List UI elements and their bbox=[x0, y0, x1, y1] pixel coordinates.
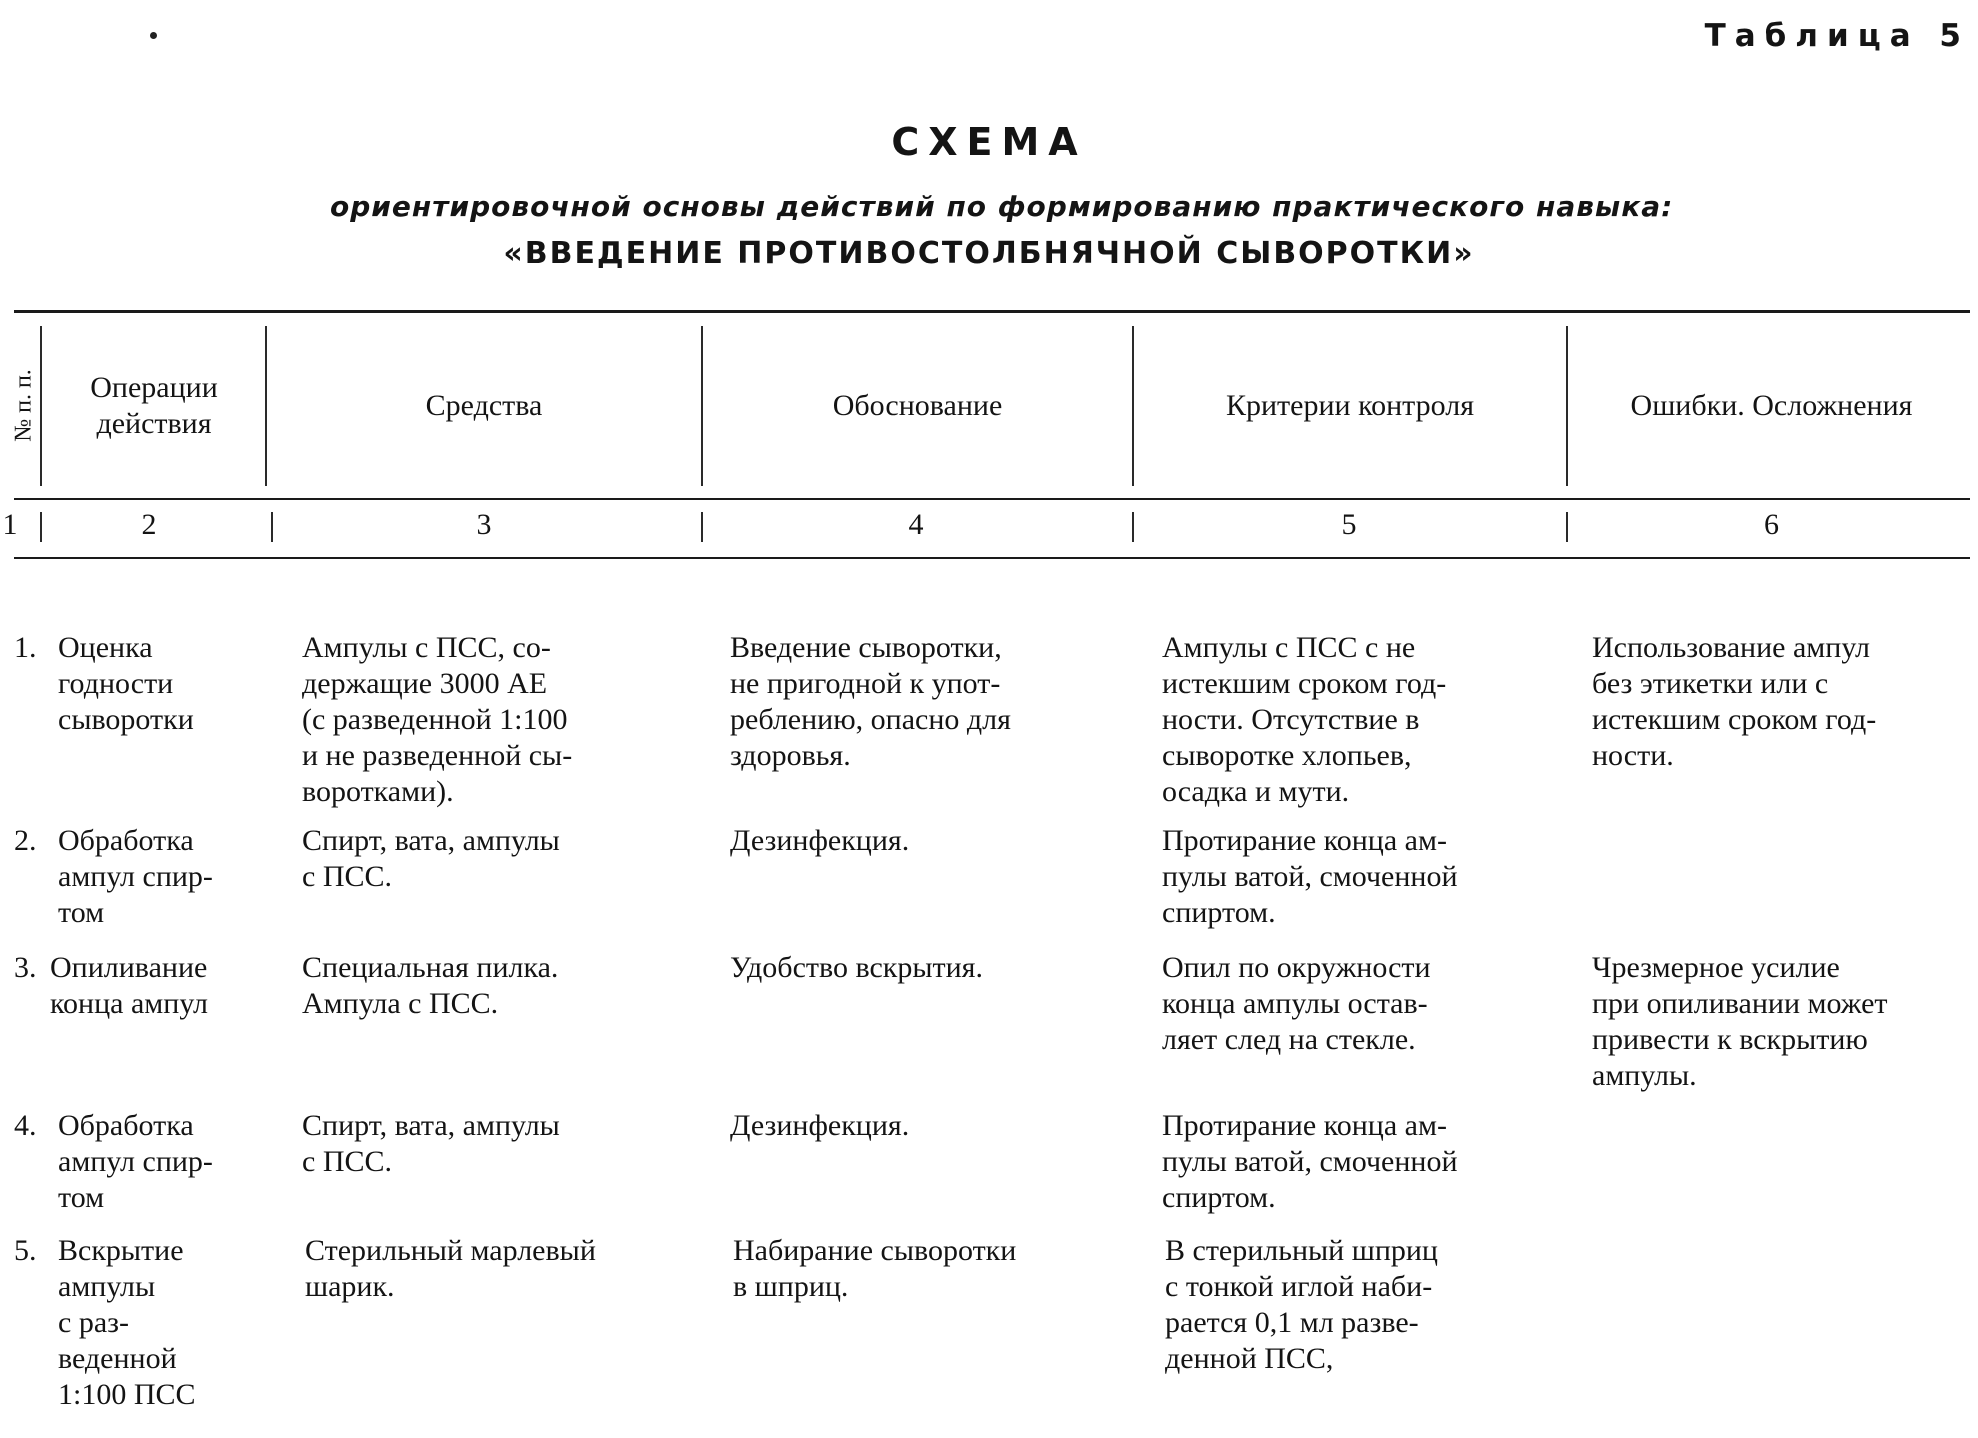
column-divider bbox=[40, 512, 42, 542]
cell-operation: Опиливание конца ампул bbox=[50, 951, 208, 1020]
cell-errors: Использование ампул без этикетки или с истекшим сроком год- ности. bbox=[1592, 631, 1877, 772]
cell-means: Специальная пилка. Ампула с ПСС. bbox=[302, 951, 559, 1020]
column-divider bbox=[1132, 512, 1134, 542]
row-number: 5. bbox=[14, 1234, 37, 1267]
cell-criteria: В стерильный шприц с тонкой иглой наби- рается 0,1 мл разве- денной ПСС, bbox=[1165, 1234, 1438, 1375]
cell-criteria: Протирание конца ам- пулы ватой, смоченной спиртом. bbox=[1162, 824, 1458, 929]
column-divider bbox=[701, 512, 703, 542]
column-header-operations: Операции действия bbox=[90, 371, 218, 440]
page-title: СХЕМА bbox=[891, 120, 1087, 164]
column-divider bbox=[701, 326, 703, 486]
cell-operation: Обработка ампул спир- том bbox=[58, 824, 213, 929]
column-number: 5 bbox=[1341, 508, 1357, 541]
cell-rationale: Набирание сыворотки в шприц. bbox=[733, 1234, 1017, 1303]
cell-means: Спирт, вата, ампулы с ПСС. bbox=[302, 824, 560, 893]
margin-dot bbox=[150, 32, 157, 39]
column-number: 6 bbox=[1764, 508, 1779, 541]
page-subtitle-topic: «ВВЕДЕНИЕ ПРОТИВОСТОЛБНЯЧНОЙ СЫВОРОТКИ» bbox=[503, 236, 1475, 271]
cell-rationale: Дезинфекция. bbox=[730, 824, 910, 857]
row-number: 4. bbox=[14, 1109, 37, 1142]
column-divider bbox=[1566, 326, 1568, 486]
row-number: 1. bbox=[14, 631, 37, 664]
column-header-index: № п. п. bbox=[10, 369, 37, 442]
cell-rationale: Дезинфекция. bbox=[730, 1109, 910, 1142]
cell-operation: Вскрытие ампулы с раз- веденной 1:100 ПСС bbox=[58, 1234, 196, 1411]
cell-errors: Чрезмерное усилие при опиливании может привести к вскрытию ампулы. bbox=[1592, 951, 1888, 1092]
column-number: 4 bbox=[908, 508, 924, 541]
column-divider bbox=[1566, 512, 1568, 542]
cell-rationale: Удобство вскрытия. bbox=[730, 951, 983, 984]
cell-criteria: Опил по окружности конца ампулы остав- ляет след на стекле. bbox=[1162, 951, 1431, 1056]
cell-rationale: Введение сыворотки, не пригодной к упот- реблению, опасно для здоровья. bbox=[730, 631, 1011, 772]
column-divider bbox=[40, 326, 42, 486]
column-number: 1 bbox=[2, 508, 18, 541]
cell-criteria: Протирание конца ам- пулы ватой, смоченной спиртом. bbox=[1162, 1109, 1458, 1214]
cell-operation: Обработка ампул спир- том bbox=[58, 1109, 213, 1214]
row-number: 2. bbox=[14, 824, 37, 857]
column-divider bbox=[1132, 326, 1134, 486]
cell-criteria: Ампулы с ПСС с не истекшим сроком год- ности. Отсутствие в сыворотке хлопьев, осадка и мути. bbox=[1162, 631, 1447, 808]
cell-means: Ампулы с ПСС, со- держащие 3000 АЕ (с разведенной 1:100 и не разведенной сы- воротками). bbox=[302, 631, 573, 808]
header-bottom-rule bbox=[14, 498, 1970, 500]
column-number: 3 bbox=[476, 508, 492, 541]
column-divider bbox=[265, 326, 267, 486]
column-number: 2 bbox=[141, 508, 157, 541]
column-header-means: Средства bbox=[425, 389, 543, 422]
column-header-criteria: Критерии контроля bbox=[1225, 389, 1475, 422]
numbers-bottom-rule bbox=[14, 557, 1970, 559]
row-number: 3. bbox=[14, 951, 37, 984]
column-divider bbox=[271, 512, 273, 542]
cell-means: Спирт, вата, ампулы с ПСС. bbox=[302, 1109, 560, 1178]
column-header-errors: Ошибки. Осложнения bbox=[1630, 389, 1913, 422]
table-top-rule bbox=[14, 310, 1970, 313]
table-label: Таблица 5 bbox=[1704, 18, 1970, 54]
cell-means: Стерильный марлевый шарик. bbox=[305, 1234, 596, 1303]
page-subtitle: ориентировочной основы действий по формированию практического навыка: bbox=[330, 190, 1674, 223]
cell-operation: Оценка годности сыворотки bbox=[58, 631, 194, 736]
column-header-rationale: Обоснование bbox=[832, 389, 1003, 422]
